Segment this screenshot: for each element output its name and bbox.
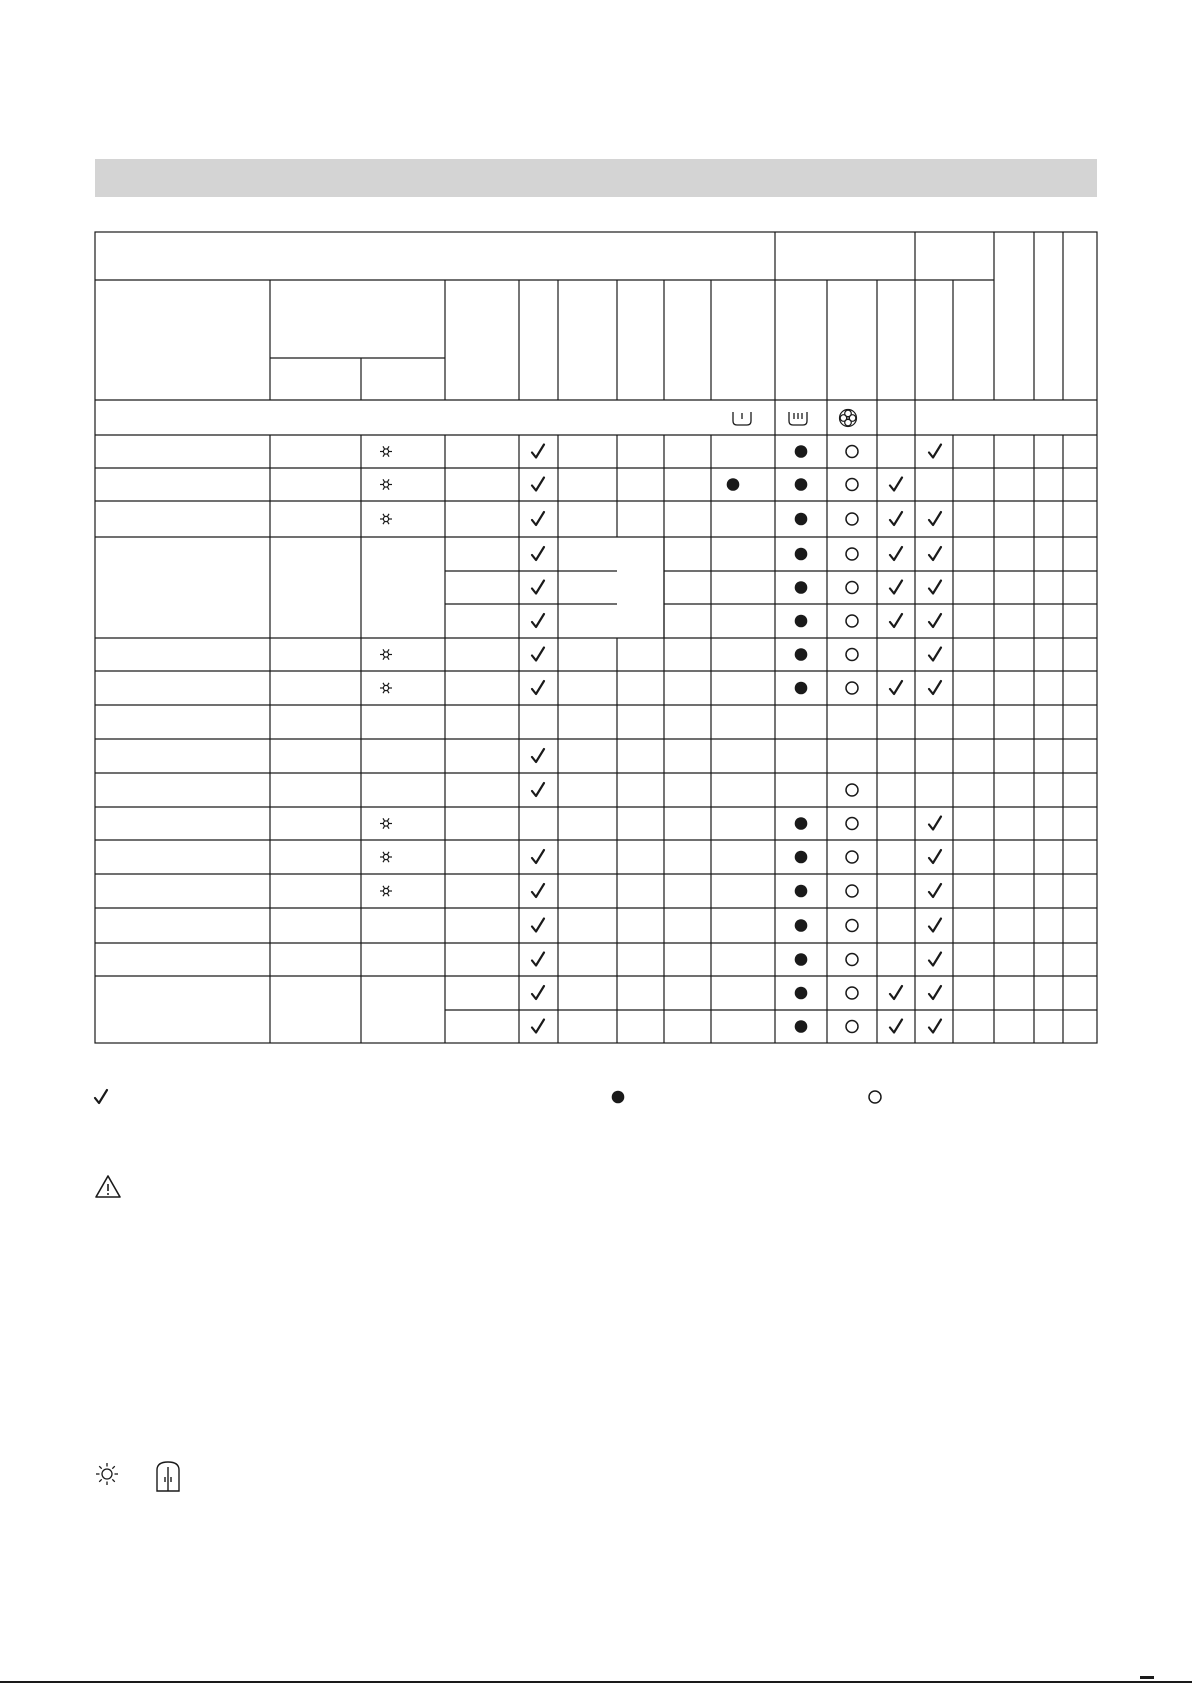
bottom-heat-fan-icon — [789, 412, 807, 425]
check-icon — [929, 919, 941, 932]
fan-heater-icon — [840, 410, 857, 427]
page-number-mark — [1140, 1676, 1154, 1679]
open-circle-icon — [846, 582, 858, 594]
filled-circle-icon — [795, 478, 808, 491]
open-circle-icon — [846, 513, 858, 525]
warning-triangle-icon — [96, 1176, 120, 1197]
sun-icon — [96, 1463, 118, 1485]
freeze-icon — [380, 446, 392, 456]
open-circle-icon — [846, 649, 858, 661]
check-icon — [532, 1020, 544, 1033]
freeze-icon — [380, 683, 392, 693]
check-icon — [532, 850, 544, 863]
bottom-heat-icon — [733, 412, 751, 425]
filled-circle-icon — [795, 682, 808, 695]
check-icon — [929, 445, 941, 458]
open-circle-icon — [846, 987, 858, 999]
filled-circle-icon — [795, 953, 808, 966]
filled-circle-icon — [795, 445, 808, 458]
filled-circle-icon — [795, 885, 808, 898]
open-circle-icon — [869, 1091, 881, 1103]
check-icon — [532, 986, 544, 999]
filled-circle-icon — [795, 615, 808, 628]
check-icon — [532, 953, 544, 966]
freeze-icon — [380, 886, 392, 896]
open-circle-icon — [846, 479, 858, 491]
check-icon — [532, 919, 544, 932]
open-circle-icon — [846, 851, 858, 863]
freeze-icon — [380, 514, 392, 524]
check-icon — [532, 445, 544, 458]
check-icon — [532, 614, 544, 627]
check-icon — [929, 512, 941, 525]
check-icon — [929, 850, 941, 863]
check-icon — [929, 986, 941, 999]
check-icon — [890, 581, 902, 594]
open-circle-icon — [846, 1021, 858, 1033]
check-icon — [532, 547, 544, 560]
check-icon — [890, 478, 902, 491]
open-circle-icon — [846, 446, 858, 458]
freeze-icon — [380, 649, 392, 659]
open-circle-icon — [846, 954, 858, 966]
check-icon — [890, 512, 902, 525]
filled-circle-icon — [795, 851, 808, 864]
freeze-icon — [380, 479, 392, 489]
fridge-icon — [157, 1462, 179, 1491]
filled-circle-icon — [727, 478, 740, 491]
filled-circle-icon — [795, 648, 808, 661]
check-icon — [929, 614, 941, 627]
check-icon — [890, 1020, 902, 1033]
check-icon — [929, 953, 941, 966]
freeze-icon — [380, 852, 392, 862]
filled-circle-icon — [612, 1091, 625, 1104]
check-icon — [890, 681, 902, 694]
check-icon — [890, 986, 902, 999]
check-icon — [532, 749, 544, 762]
freeze-icon — [380, 818, 392, 828]
open-circle-icon — [846, 885, 858, 897]
check-icon — [929, 817, 941, 830]
footer-rule — [0, 1681, 1192, 1683]
open-circle-icon — [846, 920, 858, 932]
filled-circle-icon — [795, 987, 808, 1000]
open-circle-icon — [846, 548, 858, 560]
open-circle-icon — [846, 784, 858, 796]
open-circle-icon — [846, 818, 858, 830]
filled-circle-icon — [795, 919, 808, 932]
check-icon — [929, 1020, 941, 1033]
check-icon — [532, 512, 544, 525]
check-icon — [532, 648, 544, 661]
check-icon — [532, 884, 544, 897]
filled-circle-icon — [795, 1020, 808, 1033]
open-circle-icon — [846, 682, 858, 694]
filled-circle-icon — [795, 817, 808, 830]
check-icon — [929, 581, 941, 594]
open-circle-icon — [846, 615, 858, 627]
check-icon — [890, 614, 902, 627]
check-icon — [929, 648, 941, 661]
check-icon — [929, 884, 941, 897]
check-icon — [532, 581, 544, 594]
check-icon — [532, 783, 544, 796]
check-icon — [929, 547, 941, 560]
filled-circle-icon — [795, 581, 808, 594]
check-icon — [532, 478, 544, 491]
filled-circle-icon — [795, 548, 808, 561]
filled-circle-icon — [795, 513, 808, 526]
check-icon — [890, 547, 902, 560]
check-icon — [929, 681, 941, 694]
check-icon — [532, 681, 544, 694]
check-icon — [95, 1090, 107, 1103]
